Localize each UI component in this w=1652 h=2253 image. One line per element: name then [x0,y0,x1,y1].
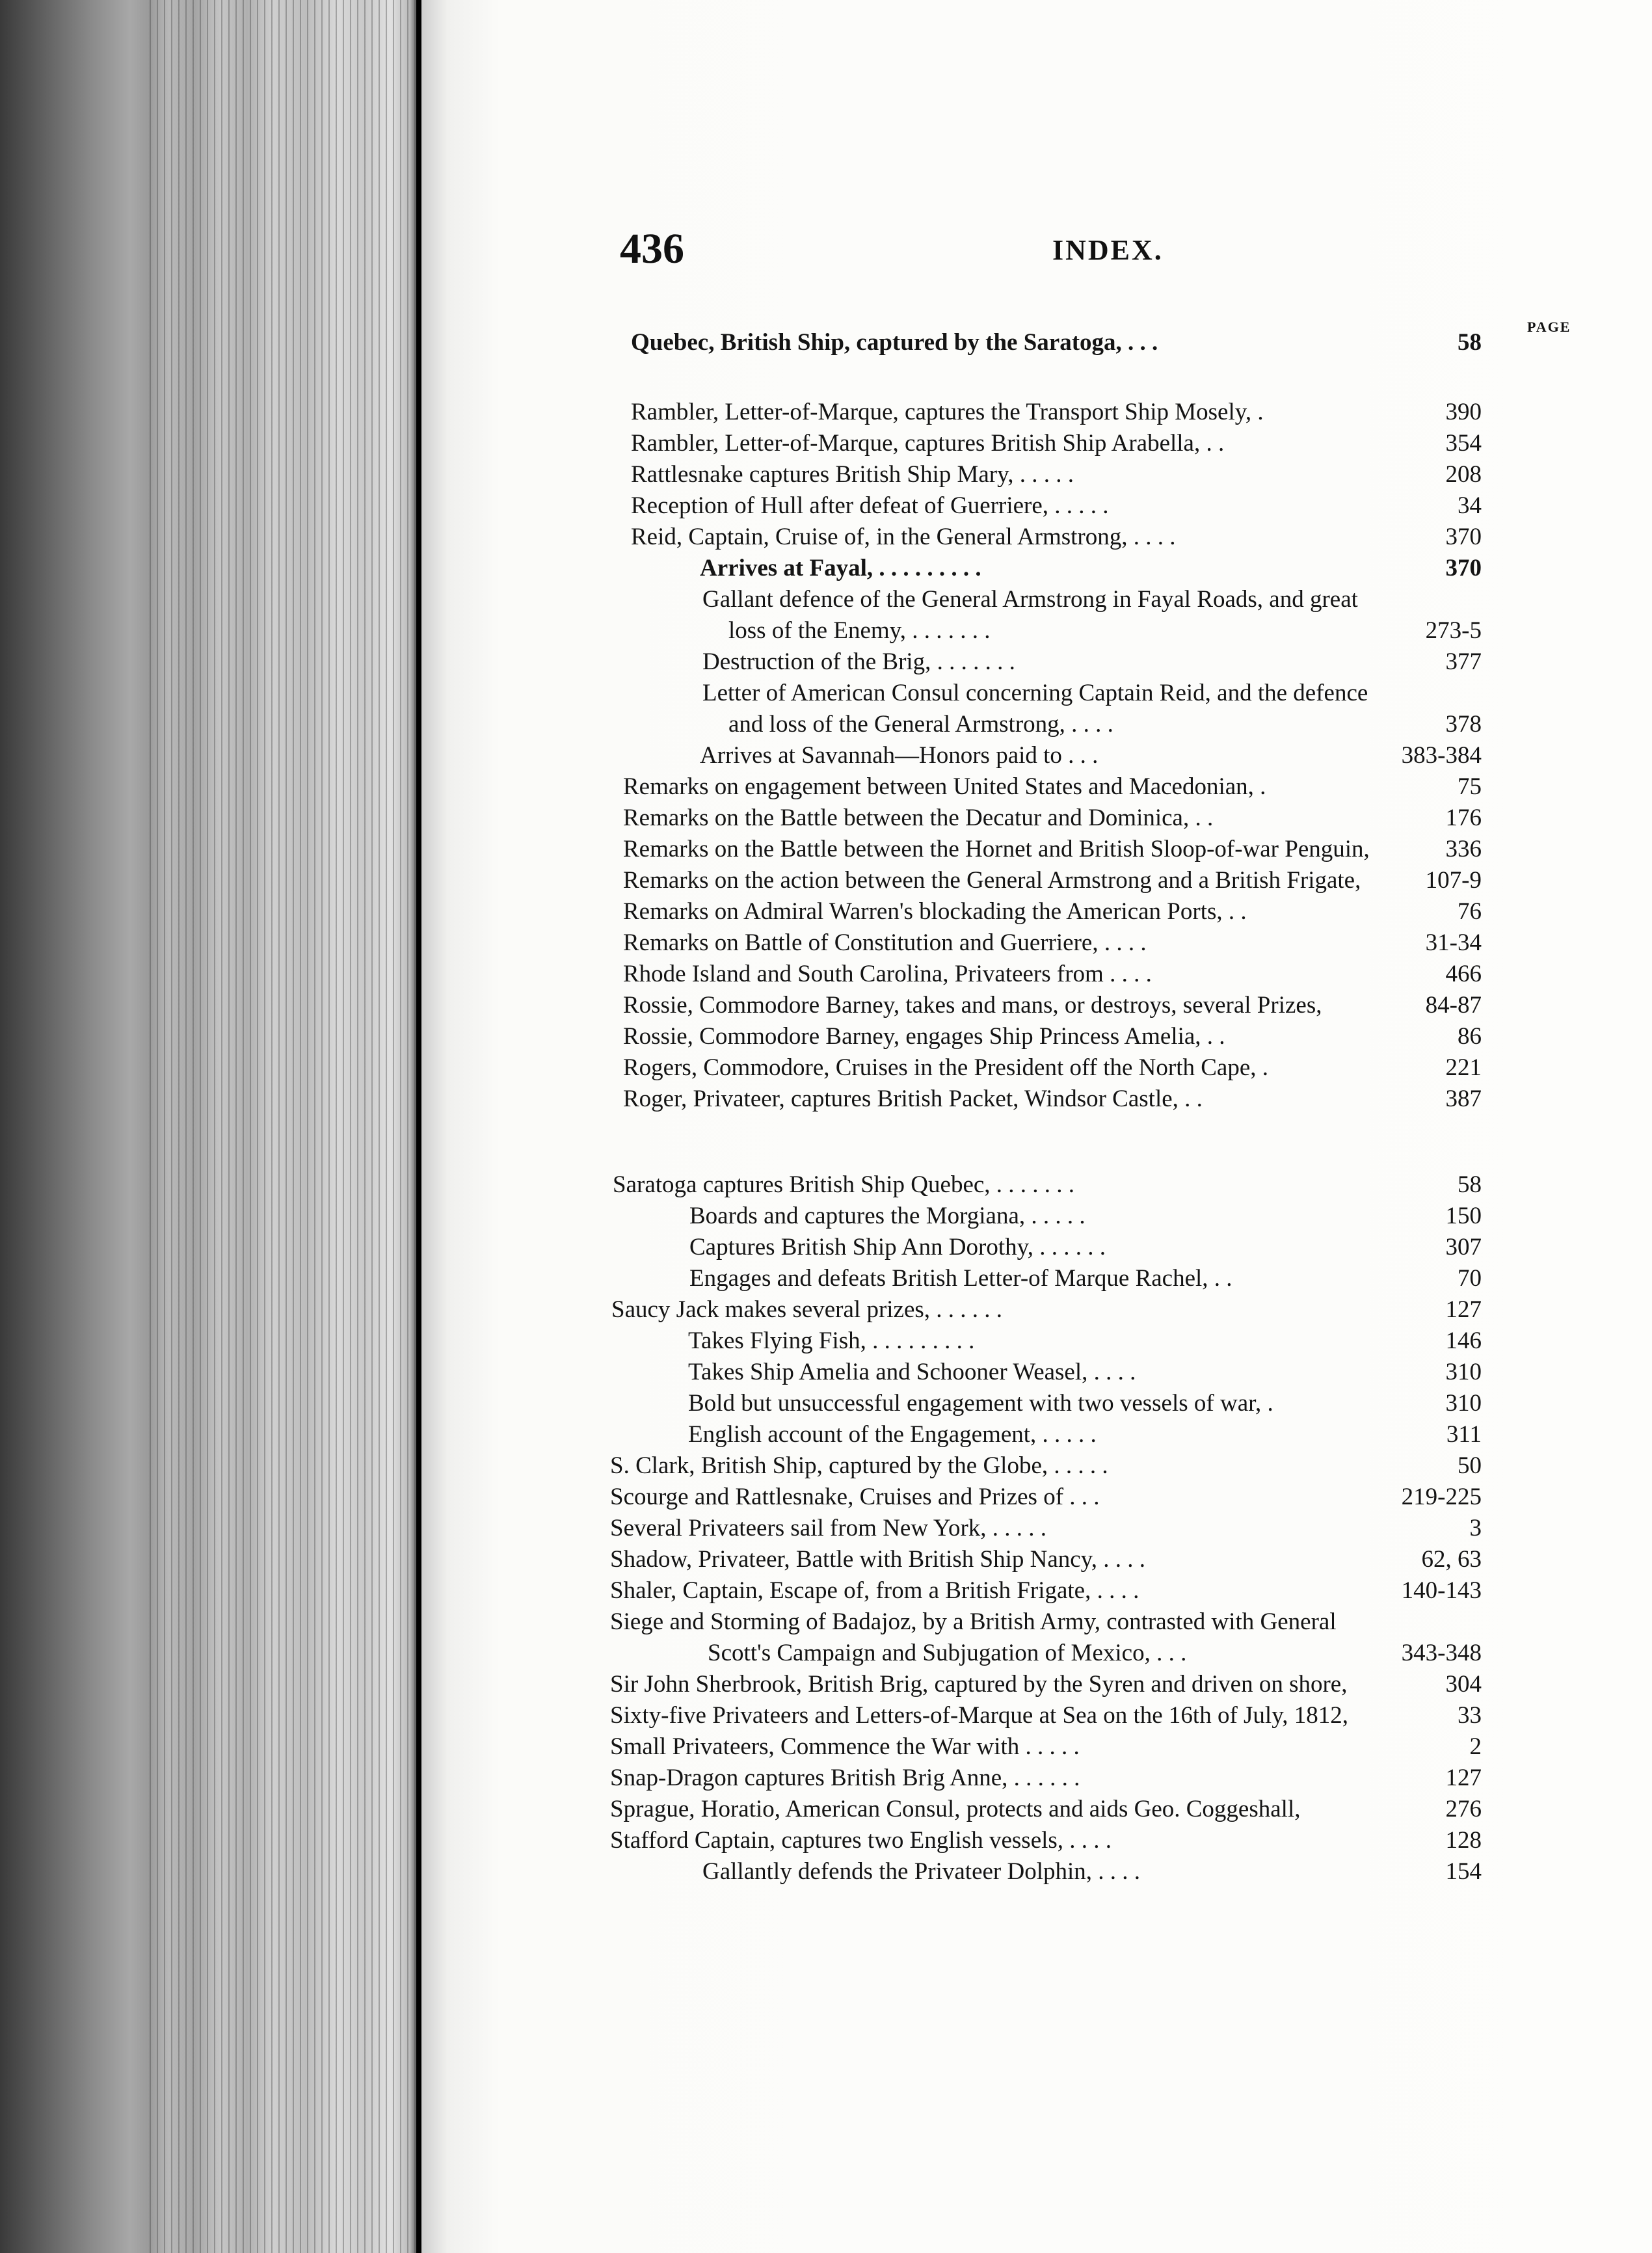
entry-page: 58 [1458,1171,1482,1198]
index-entry [421,1054,1652,1084]
entry-text: Gallant defence of the General Armstrong in Fayal Roads, and great [702,586,1358,613]
entry-page: 354 [1445,430,1482,457]
entry-text: Shadow, Privateer, Battle with British Ship Nancy, . . . . [610,1546,1146,1573]
entry-page: 84-87 [1425,992,1482,1019]
index-entry [421,1795,1652,1825]
entry-page: 31-34 [1425,929,1482,956]
index-subentry [421,1358,1652,1388]
index-page-content [421,0,1652,2253]
entry-page: 150 [1445,1203,1482,1229]
entry-page: 140-143 [1401,1577,1482,1604]
entry-page: 378 [1445,711,1482,738]
entry-page: 62, 63 [1421,1546,1482,1573]
entry-text: Roger, Privateer, captures British Packet, Windsor Castle, . . [623,1086,1203,1112]
index-subentry [421,1233,1652,1263]
entry-text: Destruction of the Brig, . . . . . . . [702,648,1015,675]
index-entry [421,1022,1652,1052]
entry-text: Shaler, Captain, Escape of, from a British Frigate, . . . . [610,1577,1139,1604]
entry-text: Quebec, British Ship, captured by the Saratoga, . . . [631,329,1158,356]
page-edge-lines [150,0,416,2253]
entry-page: 310 [1445,1359,1482,1385]
entry-page: 310 [1445,1390,1482,1417]
index-subentry [421,679,1652,709]
entry-text: Rossie, Commodore Barney, engages Ship Princess Amelia, . . [623,1023,1225,1050]
entry-page: 307 [1445,1234,1482,1260]
entry-page: 127 [1445,1765,1482,1791]
entry-page: 219-225 [1401,1484,1482,1510]
index-subentry [421,1327,1652,1357]
index-subentry [421,1420,1652,1450]
index-subentry-continued [421,617,1652,647]
entry-text: Letter of American Consul concerning Captain Reid, and the defence [702,680,1368,706]
entry-page: 58 [1458,329,1482,356]
index-entry [421,1764,1652,1794]
entry-page: 311 [1446,1421,1482,1448]
entry-page: 304 [1445,1671,1482,1698]
entry-page: 70 [1458,1265,1482,1292]
entry-text: Gallantly defends the Privateer Dolphin, . . . . [702,1858,1141,1885]
entry-text: English account of the Engagement, . . . . . [688,1421,1097,1448]
entry-page: 370 [1445,555,1482,581]
page-number: 436 [620,225,684,273]
index-subentry-continued [421,710,1652,740]
entry-page: 390 [1445,399,1482,425]
book-page [421,0,1652,2253]
entry-page: 221 [1445,1054,1482,1081]
entry-page: 336 [1445,836,1482,862]
index-entry [421,866,1652,896]
index-subentry [421,554,1652,584]
entry-page: 276 [1445,1796,1482,1822]
index-entry [421,835,1652,865]
entry-page: 343-348 [1401,1640,1482,1666]
entry-text: Rhode Island and South Carolina, Privateers from . . . . [623,961,1152,987]
entry-page: 50 [1458,1452,1482,1479]
entry-page: 33 [1458,1702,1482,1729]
entry-text: Reception of Hull after defeat of Guerriere, . . . . . [631,492,1109,519]
entry-text: Captures British Ship Ann Dorothy, . . . . . . [689,1234,1106,1260]
index-entry [421,773,1652,803]
entry-page: 2 [1469,1733,1482,1760]
entry-text: Remarks on the Battle between the Hornet and British Sloop-of-war Penguin, [623,836,1370,862]
entry-text: Takes Flying Fish, . . . . . . . . . [688,1327,975,1354]
index-entry [421,1514,1652,1544]
entry-text: Sir John Sherbrook, British Brig, captured by the Syren and driven on shore, [610,1671,1348,1698]
entry-text: Scourge and Rattlesnake, Cruises and Prizes of . . . [610,1484,1100,1510]
entry-text: Saucy Jack makes several prizes, . . . . . . [611,1296,1003,1323]
entry-page: 383-384 [1401,742,1482,769]
entry-text: Rogers, Commodore, Cruises in the President off the North Cape, . [623,1054,1269,1081]
index-entry [421,1452,1652,1482]
entry-page: 75 [1458,773,1482,800]
entry-text: Engages and defeats British Letter-of Marque Rachel, . . [689,1265,1232,1292]
index-subentry [421,741,1652,771]
index-entry [421,1733,1652,1763]
entry-page: 154 [1445,1858,1482,1885]
running-head: INDEX. [1052,234,1164,266]
index-entry [421,1701,1652,1731]
entry-page: 466 [1445,961,1482,987]
index-entry [421,1296,1652,1326]
page-column-label: PAGE [1527,319,1571,335]
index-entry [421,1085,1652,1115]
index-entry [421,1826,1652,1856]
entry-text: Remarks on Battle of Constitution and Guerriere, . . . . [623,929,1147,956]
index-entry [421,1577,1652,1606]
entry-text: Rambler, Letter-of-Marque, captures the Transport Ship Mosely, . [631,399,1264,425]
entry-text: Remarks on the action between the General Armstrong and a British Frigate, [623,867,1361,894]
index-subentry-continued [421,1639,1652,1669]
index-entry [421,898,1652,927]
entry-text: Snap-Dragon captures British Brig Anne, . . . . . . [610,1765,1080,1791]
index-subentry [421,1858,1652,1887]
entry-page: 387 [1445,1086,1482,1112]
entry-text: Siege and Storming of Badajoz, by a British Army, contrasted with General [610,1608,1337,1635]
entry-text: Sprague, Horatio, American Consul, protects and aids Geo. Coggeshall, [610,1796,1301,1822]
entry-text: and loss of the General Armstrong, . . . . [728,711,1113,738]
entry-text: Reid, Captain, Cruise of, in the General Armstrong, . . . . [631,524,1176,550]
entry-text: Remarks on Admiral Warren's blockading the American Ports, . . [623,898,1247,925]
index-entry [421,1670,1652,1700]
entry-text: Rattlesnake captures British Ship Mary, . . . . . [631,461,1074,488]
entry-text: Rambler, Letter-of-Marque, captures British Ship Arabella, . . [631,430,1225,457]
entry-page: 76 [1458,898,1482,925]
entry-page: 208 [1445,461,1482,488]
index-entry [421,492,1652,522]
entry-text: Small Privateers, Commence the War with . . . . . [610,1733,1080,1760]
index-entry [421,1171,1652,1201]
entry-text: Rossie, Commodore Barney, takes and mans, or destroys, several Prizes, [623,992,1322,1019]
index-entry [421,1545,1652,1575]
entry-page: 273-5 [1425,617,1482,644]
index-entry [421,398,1652,428]
index-entry [421,429,1652,459]
index-entry [421,804,1652,834]
entry-text: Takes Ship Amelia and Schooner Weasel, . . . . [688,1359,1136,1385]
entry-page: 128 [1445,1827,1482,1854]
index-subentry [421,648,1652,678]
entry-text: Saratoga captures British Ship Quebec, . . . . . . . [613,1171,1075,1198]
page-header [421,224,1652,273]
entry-text: Remarks on engagement between United States and Macedonian, . [623,773,1266,800]
index-entry [421,929,1652,959]
index-subentry [421,1389,1652,1419]
entry-text: Several Privateers sail from New York, . . . . . [610,1515,1047,1541]
index-subentry [421,585,1652,615]
entry-text: Remarks on the Battle between the Decatur and Dominica, . . [623,805,1214,831]
entry-text: loss of the Enemy, . . . . . . . [728,617,991,644]
entry-page: 3 [1469,1515,1482,1541]
index-entry [421,523,1652,553]
index-subentry [421,1264,1652,1294]
entry-page: 34 [1458,492,1482,519]
entry-page: 176 [1445,805,1482,831]
entry-page: 86 [1458,1023,1482,1050]
entry-text: Arrives at Fayal, . . . . . . . . . [700,555,981,581]
index-subentry [421,1202,1652,1232]
index-entry [421,1608,1652,1638]
entry-text: Boards and captures the Morgiana, . . . . . [689,1203,1086,1229]
entry-page: 377 [1445,648,1482,675]
entry-text: Scott's Campaign and Subjugation of Mexico, . . . [708,1640,1187,1666]
entry-page: 146 [1445,1327,1482,1354]
entry-page: 370 [1445,524,1482,550]
entry-text: Arrives at Savannah—Honors paid to . . . [700,742,1099,769]
index-entry [421,960,1652,990]
index-entry [421,460,1652,490]
entry-text: Stafford Captain, captures two English vessels, . . . . [610,1827,1112,1854]
entry-page: 107-9 [1425,867,1482,894]
index-entry [421,328,1652,358]
entry-page: 127 [1445,1296,1482,1323]
entry-text: Bold but unsuccessful engagement with two vessels of war, . [688,1390,1273,1417]
entry-text: S. Clark, British Ship, captured by the Globe, . . . . . [610,1452,1108,1479]
index-entry [421,1483,1652,1513]
entry-text: Sixty-five Privateers and Letters-of-Marque at Sea on the 16th of July, 1812, [610,1702,1349,1729]
index-entry [421,991,1652,1021]
